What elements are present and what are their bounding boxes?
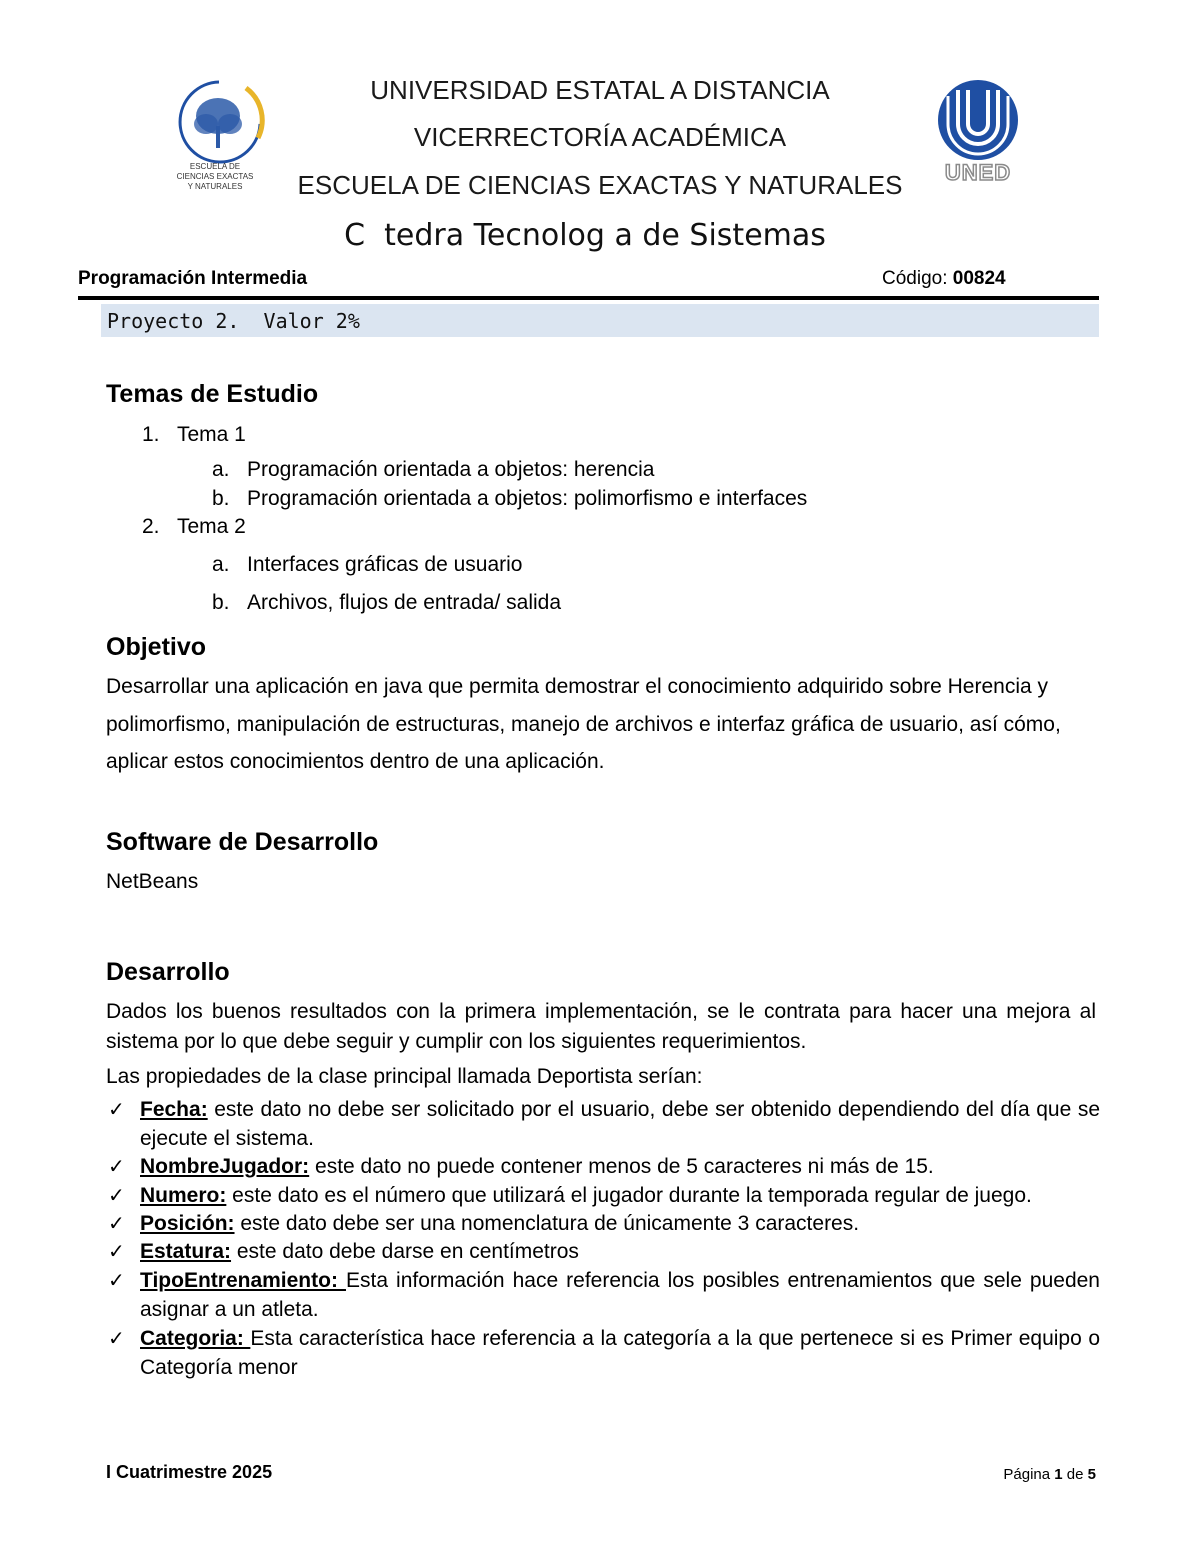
footer-term: I Cuatrimestre 2025 xyxy=(106,1462,273,1482)
uned-logo-text: UNED xyxy=(944,160,1012,185)
tema-1b-text: Programación orientada a objetos: polimorfismo e interfaces xyxy=(247,487,808,510)
requirement-text: este dato debe darse en centímetros xyxy=(231,1240,579,1263)
catedra-title: C tedra Tecnolog a de Sistemas xyxy=(344,218,826,253)
check-icon: ✓ xyxy=(108,1097,125,1121)
requirement-name: NombreJugador: xyxy=(140,1155,310,1178)
tema-2-number: 2. xyxy=(142,515,160,538)
check-icon: ✓ xyxy=(108,1154,125,1178)
requirement-name: Fecha: xyxy=(140,1098,208,1121)
tema-2a-letter: a. xyxy=(212,553,230,576)
tema-2b-text: Archivos, flujos de entrada/ salida xyxy=(247,591,562,614)
course-code-value: 00824 xyxy=(952,268,1006,289)
school-name: ESCUELA DE CIENCIAS EXACTAS Y NATURALES xyxy=(297,170,903,200)
course-code xyxy=(882,268,1006,290)
university-name: UNIVERSIDAD ESTATAL A DISTANCIA xyxy=(370,75,830,105)
course-name: Programación Intermedia xyxy=(78,268,308,289)
software-heading: Software de Desarrollo xyxy=(106,828,379,856)
objetivo-line-2: polimorfismo, manipulación de estructuras, manejo de archivos e interfaz gráfica de usuario, así cómo, xyxy=(106,713,1061,736)
requirement-categoria xyxy=(108,1324,1100,1382)
course-code-label: Código: xyxy=(882,268,948,289)
desarrollo-intro: Dados los buenos resultados con la primera implementación, se le contrata para hacer una mejora al sistema por lo que debe seguir y cumplir con los siguientes requerimientos. xyxy=(106,1000,1096,1053)
requirement-numero xyxy=(108,1181,1100,1210)
check-icon: ✓ xyxy=(108,1183,125,1207)
software-value: NetBeans xyxy=(106,870,199,893)
requirement-estatura xyxy=(108,1237,1100,1266)
tema-2b-letter: b. xyxy=(212,591,230,614)
check-icon: ✓ xyxy=(108,1239,125,1263)
requirement-text: este dato no puede contener menos de 5 caracteres ni más de 15. xyxy=(309,1155,934,1178)
objetivo-line-3: aplicar estos conocimientos dentro de una aplicación. xyxy=(106,750,605,773)
page-total: 5 xyxy=(1087,1466,1096,1483)
requirement-text: Esta característica hace referencia a la categoría a la que pertenece si es Primer equipo o Categoría menor xyxy=(140,1327,1100,1379)
requirement-name: Estatura: xyxy=(140,1240,232,1263)
check-icon: ✓ xyxy=(108,1268,125,1292)
page-current: 1 xyxy=(1054,1466,1063,1483)
requirement-text: este dato es el número que utilizará el jugador durante la temporada regular de juego. xyxy=(226,1184,1032,1207)
tema-1a-letter: a. xyxy=(212,458,230,481)
project-title: Proyecto 2. Valor 2% xyxy=(107,309,360,333)
project-band xyxy=(101,304,1099,337)
vicerrectoria-name: VICERRECTORÍA ACADÉMICA xyxy=(413,122,787,152)
requirement-name: Categoria: xyxy=(140,1327,251,1350)
header-rule xyxy=(78,296,1099,300)
tema-2a-text: Interfaces gráficas de usuario xyxy=(247,553,523,576)
school-logo-text: ESCUELA DE CIENCIAS EXACTAS Y NATURALES xyxy=(176,162,254,191)
requirement-posicion xyxy=(108,1209,1100,1238)
requirement-name: Numero: xyxy=(140,1184,227,1207)
tema-1a-text: Programación orientada a objetos: herencia xyxy=(247,458,655,481)
check-icon: ✓ xyxy=(108,1211,125,1235)
requirement-tipo-entrenamiento xyxy=(108,1266,1100,1324)
tema-1b-letter: b. xyxy=(212,487,230,510)
objetivo-line-1: Desarrollar una aplicación en java que permita demostrar el conocimiento adquirido sobre Herencia y xyxy=(106,675,1048,698)
tema-1-number: 1. xyxy=(142,423,160,446)
requirement-text: este dato no debe ser solicitado por el usuario, debe ser obtenido dependiendo del día que se ejecute el sistema. xyxy=(140,1098,1100,1150)
page-of: de xyxy=(1066,1466,1084,1483)
objetivo-heading: Objetivo xyxy=(106,633,207,661)
requirement-name: Posición: xyxy=(140,1212,235,1235)
requirement-text: Esta información hace referencia los posibles entrenamientos que sele pueden asignar a un atleta. xyxy=(140,1269,1100,1321)
temas-heading: Temas de Estudio xyxy=(106,380,319,408)
desarrollo-heading: Desarrollo xyxy=(106,958,230,986)
check-icon: ✓ xyxy=(108,1326,125,1350)
tema-2-label: Tema 2 xyxy=(177,515,246,538)
page-number xyxy=(1003,1466,1096,1483)
requirement-name: TipoEntrenamiento: xyxy=(140,1269,346,1292)
props-intro: Las propiedades de la clase principal llamada Deportista serían: xyxy=(106,1065,703,1088)
requirement-text: este dato debe ser una nomenclatura de únicamente 3 caracteres. xyxy=(234,1212,860,1235)
requirement-nombre-jugador xyxy=(108,1152,1100,1181)
requirement-fecha xyxy=(108,1095,1100,1153)
tema-1-label: Tema 1 xyxy=(177,423,246,446)
page-label: Página xyxy=(1003,1466,1051,1483)
